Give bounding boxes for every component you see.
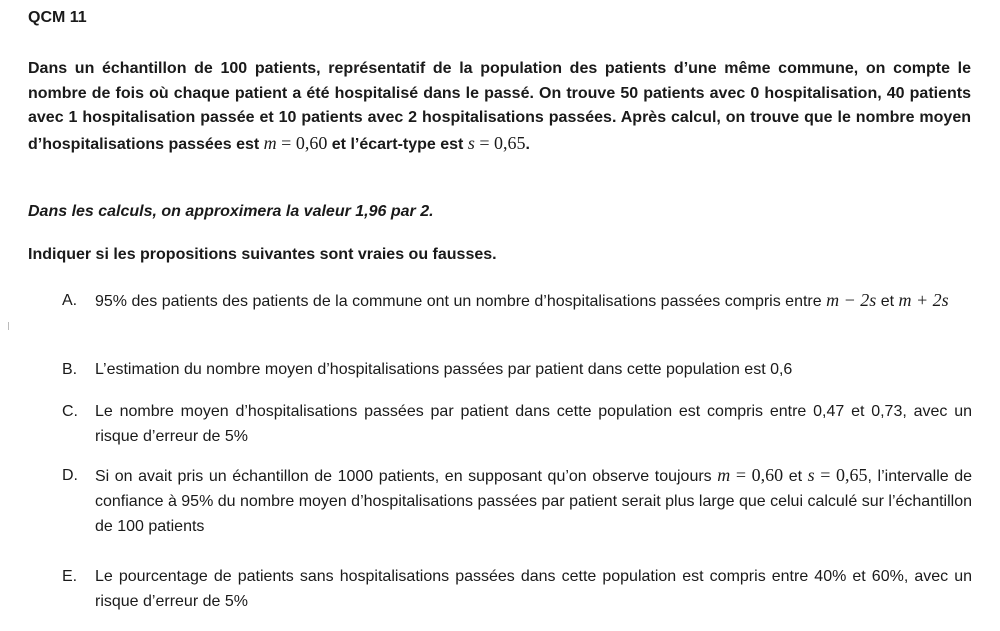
question-title: QCM 11 xyxy=(28,9,87,26)
statement-text-2: et l’écart-type est xyxy=(331,135,464,153)
proposition-d-text-2: , l’intervalle de confiance à 95% du nombre moyen d’hospitalisations passées par patient serait plus large que celui calculé sur l’échantillon de 100 patients xyxy=(95,468,973,535)
proposition-text: L’estimation du nombre moyen d’hospitalisations passées par patient dans cette population est 0,6 xyxy=(95,361,793,378)
statement-end: . xyxy=(525,135,530,153)
proposition-a-conj: et xyxy=(880,293,895,310)
m-formula: m = 0,60 xyxy=(717,465,784,485)
proposition-d-text: Si on avait pris un échantillon de 1000 patients, en supposant qu’on observe toujours xyxy=(95,468,712,485)
proposition-letter: A. xyxy=(62,292,78,309)
proposition-text: Le nombre moyen d’hospitalisations passées par patient dans cette population est compris entre 0,47 et 0,73, avec un risque d’erreur de 5% xyxy=(95,403,972,445)
s-symbol: s xyxy=(807,465,815,485)
mean-formula: m = 0,60 xyxy=(263,132,328,153)
proposition-text xyxy=(95,463,972,539)
proposition-d xyxy=(62,463,972,539)
instruction: Indiquer si les propositions suivantes sont vraies ou fausses. xyxy=(28,246,497,263)
expr-upper: m + 2s xyxy=(898,290,949,310)
statement-text: Dans un échantillon de 100 patients, représentatif de la population des patients d’une même commune, on compte le nombre de fois où chaque patient a été hospitalisé dans le passé. On trouve 50 patients avec 0 hospitalisation, 40 patients avec 1 hospitalisation passée et 10 patients avec 2 hospitalisations passées. Après calcul, on trouve que le nombre moyen d’hospitalisations passées est xyxy=(28,60,971,153)
proposition-b xyxy=(62,357,972,382)
proposition-letter: C. xyxy=(62,403,78,420)
expr-lower: m − 2s xyxy=(826,290,877,310)
proposition-letter: E. xyxy=(62,568,78,585)
proposition-d-conj: et xyxy=(788,468,803,485)
calculation-note: Dans les calculs, on approximera la valeur 1,96 par 2. xyxy=(28,203,434,220)
proposition-e xyxy=(62,564,972,614)
proposition-letter: B. xyxy=(62,361,78,378)
scan-speck xyxy=(8,322,9,330)
sd-formula: s = 0,65 xyxy=(467,132,526,153)
m-value: 0,60 xyxy=(751,465,784,485)
m-symbol: m xyxy=(717,465,731,485)
s-formula: s = 0,65 xyxy=(807,465,868,485)
proposition-a-text: 95% des patients des patients de la commune ont un nombre d’hospitalisations passées compris entre xyxy=(95,293,822,310)
proposition-text xyxy=(95,288,972,314)
proposition-a xyxy=(62,288,972,314)
sd-symbol: s xyxy=(467,132,475,153)
s-value: 0,65 xyxy=(836,465,868,485)
proposition-c xyxy=(62,399,972,449)
proposition-text: Le pourcentage de patients sans hospitalisations passées dans cette population est compris entre 40% et 60%, avec un risque d’erreur de 5% xyxy=(95,568,972,610)
mean-symbol: m xyxy=(263,132,277,153)
question-statement xyxy=(28,57,971,157)
mean-value: 0,60 xyxy=(295,132,328,153)
proposition-letter: D. xyxy=(62,467,78,484)
sd-value: 0,65 xyxy=(494,132,526,153)
